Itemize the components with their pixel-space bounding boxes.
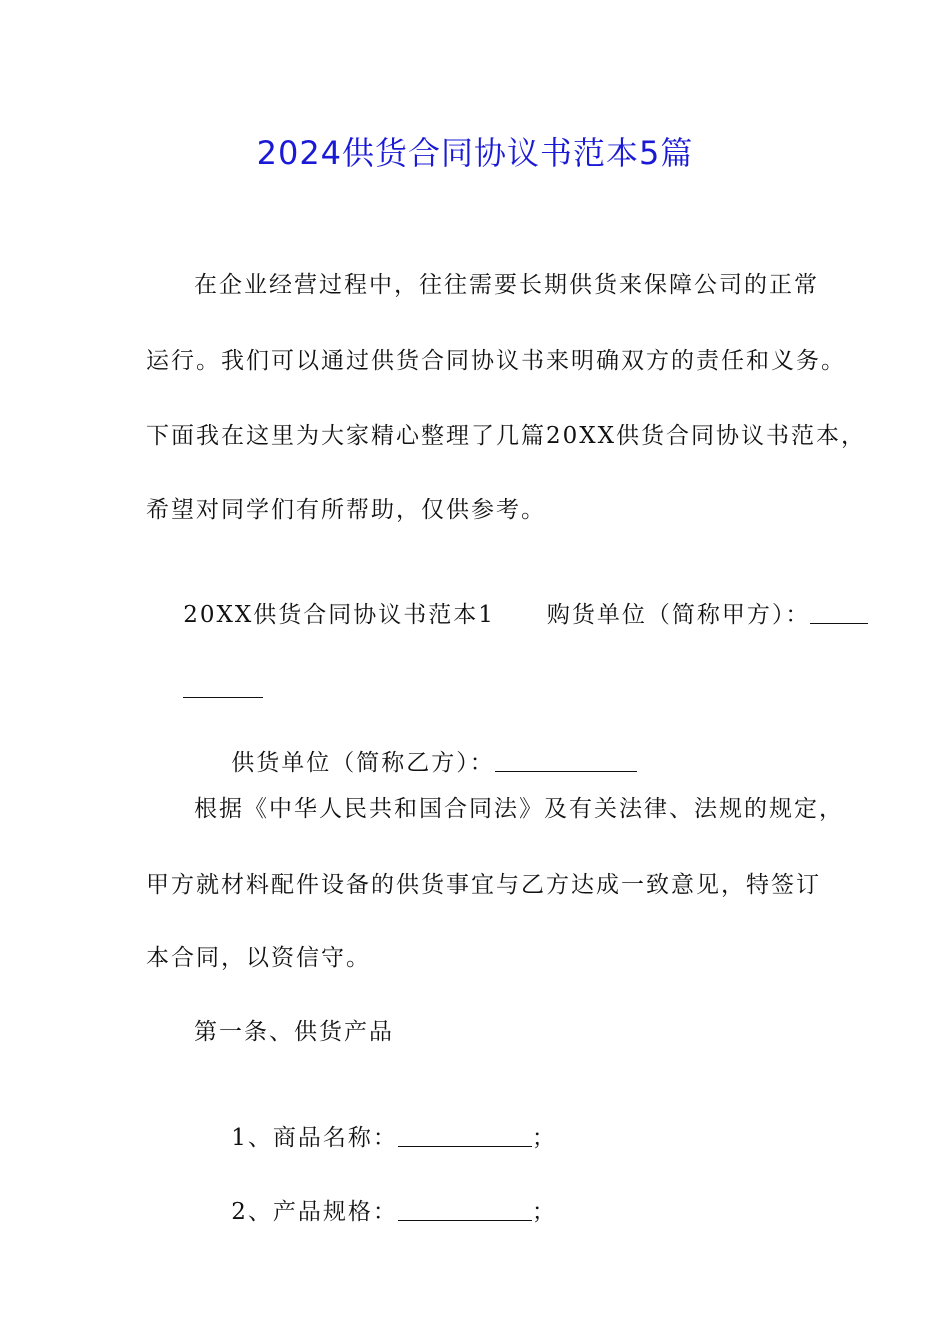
basis-line-3: 本合同，以资信守。 <box>146 945 371 971</box>
intro-line-1: 在企业经营过程中，往往需要长期供货来保障公司的正常 <box>194 272 819 298</box>
buyer-blank-line-2 <box>183 675 263 698</box>
basis-line-1: 根据《中华人民共和国合同法》及有关法律、法规的规定， <box>194 796 844 822</box>
seller-blank-line <box>495 749 637 772</box>
sample-heading: 20XX供货合同协议书范本1 <box>183 602 495 628</box>
item-2-label: 2、产品规格： <box>231 1199 398 1225</box>
intro-line-3: 下面我在这里为大家精心整理了几篇20XX供货合同协议书范本， <box>146 423 867 449</box>
buyer-label: 购货单位（简称甲方）： <box>546 602 811 628</box>
buyer-blank-line <box>810 601 868 624</box>
item-1-label: 1、商品名称： <box>231 1125 398 1151</box>
seller-label: 供货单位（简称乙方）： <box>231 750 495 776</box>
intro-line-4: 希望对同学们有所帮助，仅供参考。 <box>146 497 546 523</box>
intro-line-2: 运行。我们可以通过供货合同协议书来明确双方的责任和义务。 <box>146 348 846 374</box>
item-1-blank-line <box>398 1124 532 1147</box>
item-2-suffix: ； <box>531 1199 557 1225</box>
item-1-suffix: ； <box>531 1125 557 1151</box>
item-2-blank-line <box>398 1198 532 1221</box>
article-1-title: 第一条、供货产品 <box>194 1019 394 1045</box>
document-title: 2024供货合同协议书范本5篇 <box>256 134 694 172</box>
item-2-row <box>194 1167 557 1257</box>
basis-line-2: 甲方就材料配件设备的供货事宜与乙方达成一致意见，特签订 <box>146 872 821 898</box>
